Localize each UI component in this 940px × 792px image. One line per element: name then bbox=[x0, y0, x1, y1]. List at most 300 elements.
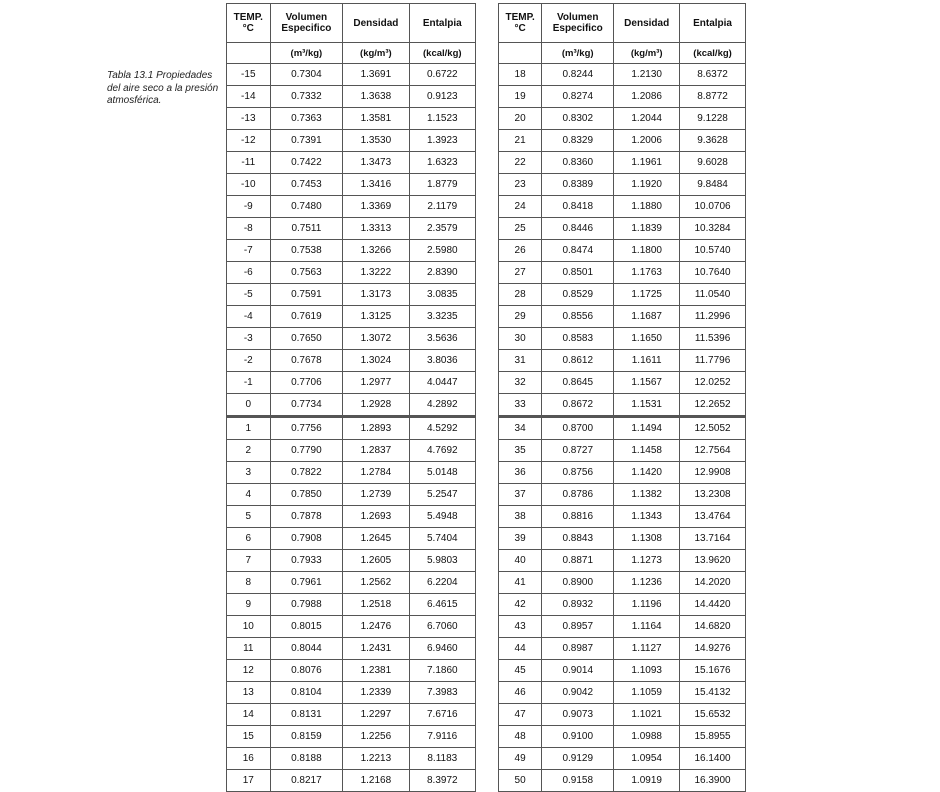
header-densidad: Densidad bbox=[343, 4, 409, 43]
temp-cell: 30 bbox=[499, 328, 542, 350]
table-row bbox=[227, 240, 476, 262]
table-row bbox=[227, 572, 476, 594]
entalpia-cell: 15.8955 bbox=[680, 726, 746, 748]
entalpia-cell: 8.8772 bbox=[680, 86, 746, 108]
table-row bbox=[499, 528, 746, 550]
table-row bbox=[227, 174, 476, 196]
table-row bbox=[499, 306, 746, 328]
entalpia-cell: 12.0252 bbox=[680, 372, 746, 394]
temp-cell: 22 bbox=[499, 152, 542, 174]
volumen-cell: 0.8044 bbox=[270, 638, 343, 660]
densidad-cell: 1.3581 bbox=[343, 108, 409, 130]
entalpia-cell: 15.1676 bbox=[680, 660, 746, 682]
temp-cell: 42 bbox=[499, 594, 542, 616]
temp-cell: 16 bbox=[227, 748, 271, 770]
temp-cell: 25 bbox=[499, 218, 542, 240]
unit-densidad: (kg/m³) bbox=[614, 43, 680, 64]
entalpia-cell: 16.3900 bbox=[680, 770, 746, 792]
volumen-cell: 0.7734 bbox=[270, 394, 343, 417]
table-row bbox=[227, 262, 476, 284]
densidad-cell: 1.2977 bbox=[343, 372, 409, 394]
volumen-cell: 0.7304 bbox=[270, 64, 343, 86]
volumen-cell: 0.8188 bbox=[270, 748, 343, 770]
table-row bbox=[499, 196, 746, 218]
entalpia-cell: 1.8779 bbox=[409, 174, 475, 196]
temp-cell: 27 bbox=[499, 262, 542, 284]
volumen-cell: 0.7706 bbox=[270, 372, 343, 394]
table-row bbox=[227, 394, 476, 417]
unit-temp bbox=[227, 43, 271, 64]
temp-cell: 24 bbox=[499, 196, 542, 218]
table-row bbox=[227, 594, 476, 616]
entalpia-cell: 14.2020 bbox=[680, 572, 746, 594]
temp-cell: 43 bbox=[499, 616, 542, 638]
entalpia-cell: 0.6722 bbox=[409, 64, 475, 86]
entalpia-cell: 2.5980 bbox=[409, 240, 475, 262]
volumen-cell: 0.8583 bbox=[542, 328, 614, 350]
entalpia-cell: 10.7640 bbox=[680, 262, 746, 284]
table-row bbox=[499, 284, 746, 306]
entalpia-cell: 11.0540 bbox=[680, 284, 746, 306]
volumen-cell: 0.8900 bbox=[542, 572, 614, 594]
table-row bbox=[499, 770, 746, 792]
temp-cell: 9 bbox=[227, 594, 271, 616]
densidad-cell: 1.1531 bbox=[614, 394, 680, 417]
volumen-cell: 0.8474 bbox=[542, 240, 614, 262]
densidad-cell: 1.2693 bbox=[343, 506, 409, 528]
temp-cell: 44 bbox=[499, 638, 542, 660]
temp-cell: 31 bbox=[499, 350, 542, 372]
entalpia-cell: 13.4764 bbox=[680, 506, 746, 528]
entalpia-cell: 5.2547 bbox=[409, 484, 475, 506]
temp-cell: 39 bbox=[499, 528, 542, 550]
table-row bbox=[227, 417, 476, 440]
table-row bbox=[227, 440, 476, 462]
temp-cell: 49 bbox=[499, 748, 542, 770]
table-row bbox=[499, 328, 746, 350]
temp-cell: 12 bbox=[227, 660, 271, 682]
densidad-cell: 1.1093 bbox=[614, 660, 680, 682]
volumen-cell: 0.7850 bbox=[270, 484, 343, 506]
densidad-cell: 1.1127 bbox=[614, 638, 680, 660]
volumen-cell: 0.8302 bbox=[542, 108, 614, 130]
table-row bbox=[499, 130, 746, 152]
volumen-cell: 0.7908 bbox=[270, 528, 343, 550]
temp-cell: -12 bbox=[227, 130, 271, 152]
densidad-cell: 1.0919 bbox=[614, 770, 680, 792]
table-row bbox=[499, 616, 746, 638]
volumen-cell: 0.7961 bbox=[270, 572, 343, 594]
densidad-cell: 1.1308 bbox=[614, 528, 680, 550]
entalpia-cell: 12.5052 bbox=[680, 417, 746, 440]
densidad-cell: 1.1164 bbox=[614, 616, 680, 638]
densidad-cell: 1.3222 bbox=[343, 262, 409, 284]
temp-cell: 5 bbox=[227, 506, 271, 528]
table-row bbox=[499, 174, 746, 196]
volumen-cell: 0.9158 bbox=[542, 770, 614, 792]
table-row bbox=[499, 152, 746, 174]
densidad-cell: 1.3638 bbox=[343, 86, 409, 108]
temp-cell: 4 bbox=[227, 484, 271, 506]
entalpia-cell: 3.0835 bbox=[409, 284, 475, 306]
table-row bbox=[227, 196, 476, 218]
entalpia-cell: 8.3972 bbox=[409, 770, 475, 792]
header-temp: TEMP. °C bbox=[227, 4, 271, 43]
temp-cell: 15 bbox=[227, 726, 271, 748]
volumen-cell: 0.8645 bbox=[542, 372, 614, 394]
densidad-cell: 1.2006 bbox=[614, 130, 680, 152]
entalpia-cell: 6.9460 bbox=[409, 638, 475, 660]
volumen-cell: 0.8104 bbox=[270, 682, 343, 704]
entalpia-cell: 16.1400 bbox=[680, 748, 746, 770]
entalpia-cell: 4.2892 bbox=[409, 394, 475, 417]
table-row bbox=[499, 440, 746, 462]
volumen-cell: 0.8159 bbox=[270, 726, 343, 748]
densidad-cell: 1.2044 bbox=[614, 108, 680, 130]
temp-cell: 48 bbox=[499, 726, 542, 748]
entalpia-cell: 8.1183 bbox=[409, 748, 475, 770]
temp-cell: 18 bbox=[499, 64, 542, 86]
entalpia-cell: 3.8036 bbox=[409, 350, 475, 372]
temp-cell: -4 bbox=[227, 306, 271, 328]
densidad-cell: 1.1725 bbox=[614, 284, 680, 306]
temp-cell: -3 bbox=[227, 328, 271, 350]
header-temp: TEMP. °C bbox=[499, 4, 542, 43]
unit-entalpia: (kcal/kg) bbox=[680, 43, 746, 64]
densidad-cell: 1.1650 bbox=[614, 328, 680, 350]
temp-cell: 21 bbox=[499, 130, 542, 152]
temp-cell: 13 bbox=[227, 682, 271, 704]
densidad-cell: 1.2837 bbox=[343, 440, 409, 462]
table-row bbox=[227, 86, 476, 108]
table-row bbox=[499, 704, 746, 726]
volumen-cell: 0.8274 bbox=[542, 86, 614, 108]
volumen-cell: 0.7480 bbox=[270, 196, 343, 218]
densidad-cell: 1.1567 bbox=[614, 372, 680, 394]
densidad-cell: 1.2086 bbox=[614, 86, 680, 108]
volumen-cell: 0.7511 bbox=[270, 218, 343, 240]
densidad-cell: 1.2928 bbox=[343, 394, 409, 417]
table-row bbox=[499, 660, 746, 682]
table-row bbox=[227, 64, 476, 86]
entalpia-cell: 6.2204 bbox=[409, 572, 475, 594]
volumen-cell: 0.7391 bbox=[270, 130, 343, 152]
table-row bbox=[227, 506, 476, 528]
entalpia-cell: 5.7404 bbox=[409, 528, 475, 550]
densidad-cell: 1.0954 bbox=[614, 748, 680, 770]
densidad-cell: 1.2339 bbox=[343, 682, 409, 704]
densidad-cell: 1.1196 bbox=[614, 594, 680, 616]
densidad-cell: 1.3369 bbox=[343, 196, 409, 218]
temp-cell: 37 bbox=[499, 484, 542, 506]
table-caption: Tabla 13.1 Propiedades del aire seco a la presión atmosférica. bbox=[107, 70, 219, 106]
temp-cell: -11 bbox=[227, 152, 271, 174]
temp-cell: 7 bbox=[227, 550, 271, 572]
densidad-cell: 1.2784 bbox=[343, 462, 409, 484]
densidad-cell: 1.1961 bbox=[614, 152, 680, 174]
densidad-cell: 1.1687 bbox=[614, 306, 680, 328]
entalpia-cell: 9.6028 bbox=[680, 152, 746, 174]
densidad-cell: 1.1494 bbox=[614, 417, 680, 440]
entalpia-cell: 0.9123 bbox=[409, 86, 475, 108]
table-row bbox=[499, 218, 746, 240]
table-row bbox=[499, 484, 746, 506]
temp-cell: 36 bbox=[499, 462, 542, 484]
temp-cell: 14 bbox=[227, 704, 271, 726]
volumen-cell: 0.8957 bbox=[542, 616, 614, 638]
temp-cell: 0 bbox=[227, 394, 271, 417]
temp-cell: 3 bbox=[227, 462, 271, 484]
entalpia-cell: 9.3628 bbox=[680, 130, 746, 152]
entalpia-cell: 4.5292 bbox=[409, 417, 475, 440]
volumen-cell: 0.9100 bbox=[542, 726, 614, 748]
entalpia-cell: 12.7564 bbox=[680, 440, 746, 462]
volumen-cell: 0.8244 bbox=[542, 64, 614, 86]
temp-cell: 17 bbox=[227, 770, 271, 792]
entalpia-cell: 10.0706 bbox=[680, 196, 746, 218]
densidad-cell: 1.2256 bbox=[343, 726, 409, 748]
densidad-cell: 1.1880 bbox=[614, 196, 680, 218]
densidad-cell: 1.3530 bbox=[343, 130, 409, 152]
entalpia-cell: 8.6372 bbox=[680, 64, 746, 86]
table-row bbox=[227, 682, 476, 704]
volumen-cell: 0.7563 bbox=[270, 262, 343, 284]
densidad-cell: 1.3072 bbox=[343, 328, 409, 350]
table-row bbox=[227, 616, 476, 638]
temp-cell: 6 bbox=[227, 528, 271, 550]
entalpia-cell: 11.5396 bbox=[680, 328, 746, 350]
densidad-cell: 1.2130 bbox=[614, 64, 680, 86]
entalpia-cell: 12.2652 bbox=[680, 394, 746, 417]
volumen-cell: 0.7591 bbox=[270, 284, 343, 306]
volumen-cell: 0.8131 bbox=[270, 704, 343, 726]
temp-cell: 20 bbox=[499, 108, 542, 130]
temp-cell: 11 bbox=[227, 638, 271, 660]
entalpia-cell: 2.3579 bbox=[409, 218, 475, 240]
densidad-cell: 1.2739 bbox=[343, 484, 409, 506]
volumen-cell: 0.7453 bbox=[270, 174, 343, 196]
volumen-cell: 0.8756 bbox=[542, 462, 614, 484]
volumen-cell: 0.9129 bbox=[542, 748, 614, 770]
densidad-cell: 1.1458 bbox=[614, 440, 680, 462]
densidad-cell: 1.3416 bbox=[343, 174, 409, 196]
properties-table-right bbox=[498, 3, 746, 792]
table-row bbox=[227, 372, 476, 394]
header-entalpia: Entalpia bbox=[409, 4, 475, 43]
densidad-cell: 1.1343 bbox=[614, 506, 680, 528]
densidad-cell: 1.3266 bbox=[343, 240, 409, 262]
table-row bbox=[499, 594, 746, 616]
unit-temp bbox=[499, 43, 542, 64]
table-row bbox=[227, 528, 476, 550]
volumen-cell: 0.8446 bbox=[542, 218, 614, 240]
entalpia-cell: 6.7060 bbox=[409, 616, 475, 638]
table-row bbox=[499, 550, 746, 572]
header-volumen: Volumen Especifico bbox=[542, 4, 614, 43]
unit-entalpia: (kcal/kg) bbox=[409, 43, 475, 64]
densidad-cell: 1.2431 bbox=[343, 638, 409, 660]
volumen-cell: 0.8932 bbox=[542, 594, 614, 616]
entalpia-cell: 9.8484 bbox=[680, 174, 746, 196]
temp-cell: -8 bbox=[227, 218, 271, 240]
temp-cell: -14 bbox=[227, 86, 271, 108]
volumen-cell: 0.8501 bbox=[542, 262, 614, 284]
volumen-cell: 0.9014 bbox=[542, 660, 614, 682]
table-row bbox=[499, 748, 746, 770]
table-row bbox=[227, 550, 476, 572]
densidad-cell: 1.1021 bbox=[614, 704, 680, 726]
entalpia-cell: 2.1179 bbox=[409, 196, 475, 218]
table-row bbox=[499, 86, 746, 108]
densidad-cell: 1.1273 bbox=[614, 550, 680, 572]
temp-cell: -9 bbox=[227, 196, 271, 218]
temp-cell: 40 bbox=[499, 550, 542, 572]
volumen-cell: 0.8360 bbox=[542, 152, 614, 174]
temp-cell: 32 bbox=[499, 372, 542, 394]
temp-cell: 28 bbox=[499, 284, 542, 306]
table-row bbox=[499, 638, 746, 660]
densidad-cell: 1.2645 bbox=[343, 528, 409, 550]
densidad-cell: 1.1059 bbox=[614, 682, 680, 704]
volumen-cell: 0.8015 bbox=[270, 616, 343, 638]
properties-table-left bbox=[226, 3, 476, 792]
temp-cell: -2 bbox=[227, 350, 271, 372]
volumen-cell: 0.8727 bbox=[542, 440, 614, 462]
temp-cell: 26 bbox=[499, 240, 542, 262]
volumen-cell: 0.7878 bbox=[270, 506, 343, 528]
temp-cell: 10 bbox=[227, 616, 271, 638]
densidad-cell: 1.1920 bbox=[614, 174, 680, 196]
entalpia-cell: 13.9620 bbox=[680, 550, 746, 572]
densidad-cell: 1.2476 bbox=[343, 616, 409, 638]
table-row bbox=[227, 638, 476, 660]
entalpia-cell: 9.1228 bbox=[680, 108, 746, 130]
densidad-cell: 1.3313 bbox=[343, 218, 409, 240]
entalpia-cell: 3.5636 bbox=[409, 328, 475, 350]
table-row bbox=[499, 462, 746, 484]
entalpia-cell: 10.3284 bbox=[680, 218, 746, 240]
temp-cell: -6 bbox=[227, 262, 271, 284]
table-row bbox=[227, 748, 476, 770]
table-row bbox=[227, 284, 476, 306]
table-row bbox=[499, 394, 746, 417]
densidad-cell: 1.2562 bbox=[343, 572, 409, 594]
entalpia-cell: 7.6716 bbox=[409, 704, 475, 726]
densidad-cell: 1.3125 bbox=[343, 306, 409, 328]
temp-cell: 50 bbox=[499, 770, 542, 792]
entalpia-cell: 11.7796 bbox=[680, 350, 746, 372]
volumen-cell: 0.8700 bbox=[542, 417, 614, 440]
entalpia-cell: 2.8390 bbox=[409, 262, 475, 284]
densidad-cell: 1.2297 bbox=[343, 704, 409, 726]
entalpia-cell: 1.6323 bbox=[409, 152, 475, 174]
table-row bbox=[227, 660, 476, 682]
table-row bbox=[227, 328, 476, 350]
volumen-cell: 0.7933 bbox=[270, 550, 343, 572]
volumen-cell: 0.7756 bbox=[270, 417, 343, 440]
densidad-cell: 1.2605 bbox=[343, 550, 409, 572]
temp-cell: 8 bbox=[227, 572, 271, 594]
densidad-cell: 1.3473 bbox=[343, 152, 409, 174]
volumen-cell: 0.7790 bbox=[270, 440, 343, 462]
table-row bbox=[227, 770, 476, 792]
densidad-cell: 1.1763 bbox=[614, 262, 680, 284]
densidad-cell: 1.2213 bbox=[343, 748, 409, 770]
volumen-cell: 0.8529 bbox=[542, 284, 614, 306]
volumen-cell: 0.8217 bbox=[270, 770, 343, 792]
densidad-cell: 1.3173 bbox=[343, 284, 409, 306]
table-row bbox=[227, 350, 476, 372]
table-row bbox=[499, 682, 746, 704]
table-row bbox=[499, 372, 746, 394]
entalpia-cell: 5.0148 bbox=[409, 462, 475, 484]
temp-cell: -7 bbox=[227, 240, 271, 262]
temp-cell: 33 bbox=[499, 394, 542, 417]
volumen-cell: 0.8556 bbox=[542, 306, 614, 328]
table-row bbox=[227, 726, 476, 748]
temp-cell: 41 bbox=[499, 572, 542, 594]
temp-cell: 38 bbox=[499, 506, 542, 528]
entalpia-cell: 1.1523 bbox=[409, 108, 475, 130]
temp-cell: -5 bbox=[227, 284, 271, 306]
entalpia-cell: 1.3923 bbox=[409, 130, 475, 152]
table-row bbox=[227, 484, 476, 506]
table-row bbox=[227, 218, 476, 240]
temp-cell: 1 bbox=[227, 417, 271, 440]
entalpia-cell: 10.5740 bbox=[680, 240, 746, 262]
entalpia-cell: 4.0447 bbox=[409, 372, 475, 394]
entalpia-cell: 4.7692 bbox=[409, 440, 475, 462]
volumen-cell: 0.8816 bbox=[542, 506, 614, 528]
volumen-cell: 0.8987 bbox=[542, 638, 614, 660]
entalpia-cell: 13.2308 bbox=[680, 484, 746, 506]
table-row bbox=[227, 704, 476, 726]
densidad-cell: 1.0988 bbox=[614, 726, 680, 748]
entalpia-cell: 11.2996 bbox=[680, 306, 746, 328]
densidad-cell: 1.3024 bbox=[343, 350, 409, 372]
entalpia-cell: 14.9276 bbox=[680, 638, 746, 660]
table-row bbox=[499, 108, 746, 130]
temp-cell: 29 bbox=[499, 306, 542, 328]
table-row bbox=[499, 240, 746, 262]
volumen-cell: 0.7422 bbox=[270, 152, 343, 174]
temp-cell: -13 bbox=[227, 108, 271, 130]
entalpia-cell: 13.7164 bbox=[680, 528, 746, 550]
temp-cell: 45 bbox=[499, 660, 542, 682]
entalpia-cell: 5.4948 bbox=[409, 506, 475, 528]
temp-cell: 2 bbox=[227, 440, 271, 462]
volumen-cell: 0.8786 bbox=[542, 484, 614, 506]
table-body-right bbox=[499, 64, 746, 792]
temp-cell: 47 bbox=[499, 704, 542, 726]
unit-densidad: (kg/m³) bbox=[343, 43, 409, 64]
volumen-cell: 0.7678 bbox=[270, 350, 343, 372]
volumen-cell: 0.8418 bbox=[542, 196, 614, 218]
densidad-cell: 1.1800 bbox=[614, 240, 680, 262]
volumen-cell: 0.8612 bbox=[542, 350, 614, 372]
volumen-cell: 0.8329 bbox=[542, 130, 614, 152]
volumen-cell: 0.8076 bbox=[270, 660, 343, 682]
table-row bbox=[499, 726, 746, 748]
temp-cell: -15 bbox=[227, 64, 271, 86]
entalpia-cell: 7.9116 bbox=[409, 726, 475, 748]
densidad-cell: 1.1839 bbox=[614, 218, 680, 240]
temp-cell: 46 bbox=[499, 682, 542, 704]
temp-cell: 23 bbox=[499, 174, 542, 196]
volumen-cell: 0.8672 bbox=[542, 394, 614, 417]
table-row bbox=[227, 130, 476, 152]
densidad-cell: 1.3691 bbox=[343, 64, 409, 86]
